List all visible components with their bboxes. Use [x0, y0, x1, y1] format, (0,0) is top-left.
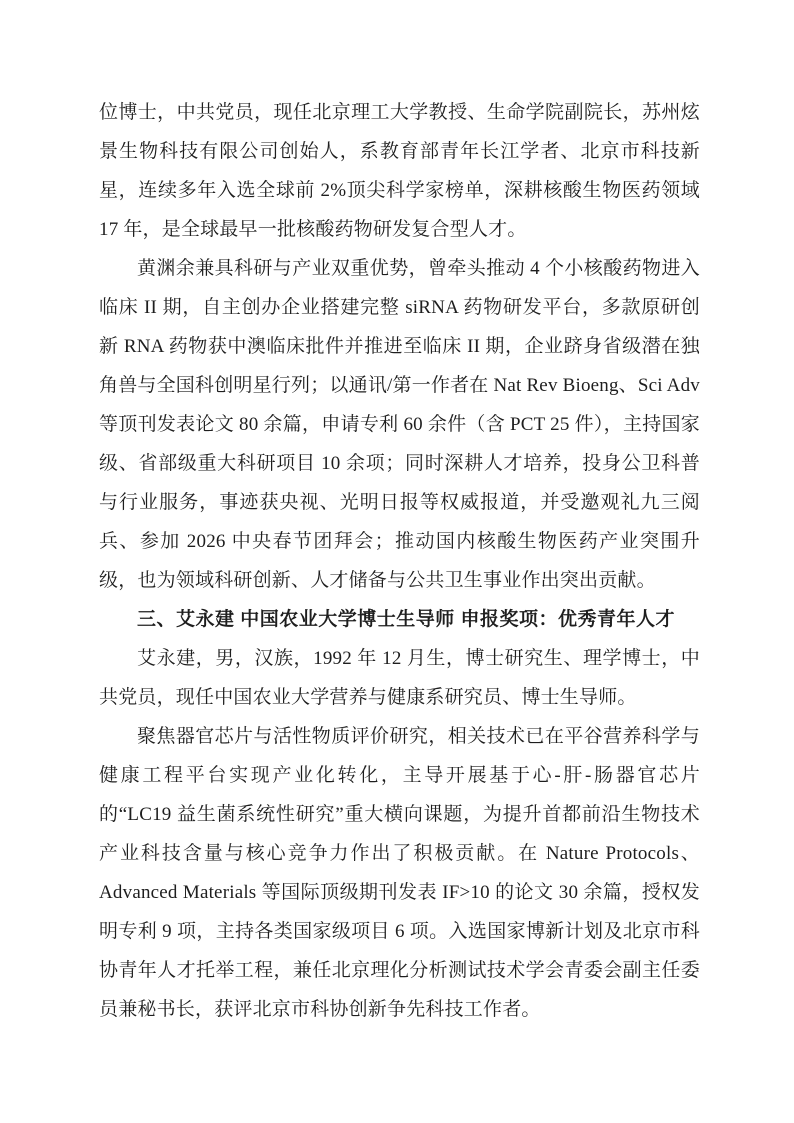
paragraph-huang-bio-continuation: 位博士，中共党员，现任北京理工大学教授、生命学院副院长，苏州炫景生物科技有限公司创始人，系教育部青年长江学者、北京市科技新星，连续多年入选全球前 2%顶尖科学家榜单，深耕核酸生物医药领域 17 年，是全球最早一批核酸药物研发复合型人才。: [99, 102, 700, 240]
paragraph-ai-yongjian-profile: 艾永建，男，汉族，1992 年 12 月生，博士研究生、理学博士，中共党员，现任中国农业大学营养与健康系研究员、博士生导师。: [99, 648, 700, 708]
document-body: [99, 93, 700, 1029]
section-heading-ai-yongjian: 三、艾永建 中国农业大学博士生导师 申报奖项：优秀青年人才: [137, 609, 676, 630]
paragraph-ai-yongjian-achievements: 聚焦器官芯片与活性物质评价研究，相关技术已在平谷营养科学与健康工程平台实现产业化转化，主导开展基于心-肝-肠器官芯片的“LC19 益生菌系统性研究”重大横向课题，为提升首都前沿生物技术产业科技含量与核心竞争力作出了积极贡献。在 Nature Protocols、Advanced Materials 等国际顶级期刊发表 IF>10 的论文 30 余篇，授权发明专利 9 项，主持各类国家级项目 6 项。入选国家博新计划及北京市科协青年人才托举工程，兼任北京理化分析测试技术学会青委会副主任委员兼秘书长，获评北京市科协创新争先科技工作者。: [99, 726, 700, 1020]
paragraph-huang-achievements: 黄渊余兼具科研与产业双重优势，曾牵头推动 4 个小核酸药物进入临床 II 期，自主创办企业搭建完整 siRNA 药物研发平台，多款原研创新 RNA 药物获中澳临床批件并推进至临床 II 期，企业跻身省级潜在独角兽与全国科创明星行列；以通讯/第一作者在 Nat Rev Bioeng、Sci Adv 等顶刊发表论文 80 余篇，申请专利 60 余件（含 PCT 25 件），主持国家级、省部级重大科研项目 10 余项；同时深耕人才培养，投身公卫科普与行业服务，事迹获央视、光明日报等权威报道，并受邀观礼九三阅兵、参加 2026 中央春节团拜会；推动国内核酸生物医药产业突围升级，也为领域科研创新、人才储备与公共卫生事业作出突出贡献。: [99, 258, 700, 591]
